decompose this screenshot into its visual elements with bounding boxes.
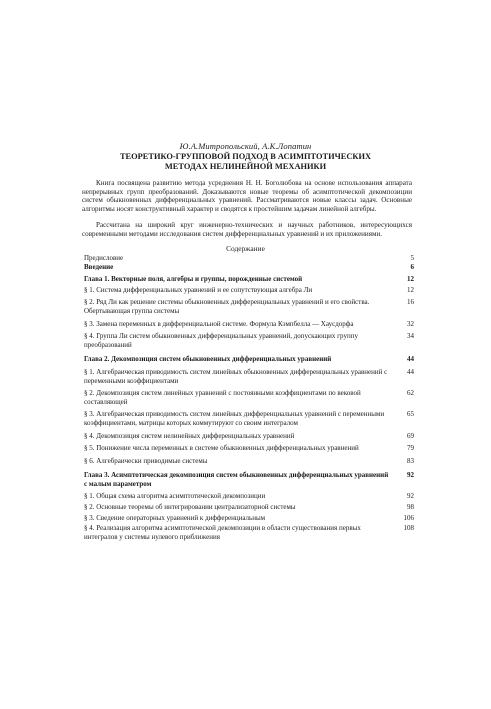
toc-entry-page: 44: [407, 355, 414, 364]
toc-entry-page: 92: [407, 471, 414, 480]
toc-entry-title: § 1. Общая схема алгоритма асимптотической декомпозиции: [84, 492, 266, 501]
toc-entry-title: § 6. Алгебраически приводимые системы: [84, 456, 208, 465]
toc-row: [84, 492, 414, 501]
toc-entry-page: 83: [407, 456, 414, 465]
toc-row: [84, 254, 414, 263]
toc-entry-page: 5: [410, 254, 414, 262]
toc-entry-page: 98: [407, 503, 414, 512]
toc-entry-title: Предисловие: [84, 254, 124, 262]
toc-row: [84, 503, 414, 512]
toc-entry-title: § 4. Декомпозиция систем нелинейных дифференциальных уравнений: [84, 431, 295, 440]
title-line: МЕТОДАХ НЕЛИНЕЙНОЙ МЕХАНИКИ: [164, 161, 327, 171]
toc-row: [84, 286, 414, 295]
toc-entry-title: § 4. Реализация алгоритма асимптотической декомпозиции в области существования первых интегралов у системы нулевого приближения: [84, 524, 361, 541]
toc-row: [84, 298, 414, 315]
book-title: [100, 152, 391, 171]
toc-chapter-row: [84, 275, 414, 284]
toc-entry-page: 34: [407, 332, 414, 341]
toc-row: [84, 389, 414, 406]
audience-paragraph: [82, 221, 412, 238]
title-line: ТЕОРЕТИКО-ГРУППОВОЙ ПОДХОД В АСИМПТОТИЧЕСКИХ: [119, 152, 372, 161]
toc-entry-title: § 1. Система дифференциальных уравнений и ее сопутствующая алгебра Ли: [84, 285, 313, 294]
toc-entry-page: 6: [410, 262, 414, 271]
audience-text: Рассчитана на широкий круг инженерно-технических и научных работников, интересующихся современными методами исследования систем дифференциальных уравнений и их приложениями.: [82, 221, 412, 238]
toc-entry-title: Глава 2. Декомпозиция систем обыкновенных дифференциальных уравнений: [84, 355, 332, 364]
toc-entry-page: 16: [407, 298, 414, 307]
toc-entry-page: 44: [407, 367, 414, 376]
toc-row: [84, 320, 414, 329]
toc-entry-title: § 1. Алгебраическая приводимость систем линейных обыкновенных дифференциальных уравнений с переменными коэффициентами: [84, 367, 388, 385]
toc-heading: Содержание: [226, 244, 265, 253]
toc-row: [84, 432, 414, 441]
abstract-paragraph: [82, 179, 412, 213]
toc-entry-page: 108: [403, 524, 414, 533]
toc-entry-page: 65: [407, 410, 414, 419]
toc-row: [84, 524, 414, 541]
toc-row: [84, 332, 414, 349]
toc-entry-title: § 3. Сведение операторных уравнений к дифференциальным: [84, 513, 266, 522]
toc-row: [84, 410, 414, 427]
authors: Ю.А.Митропольский, А.К.Лопатин: [179, 141, 312, 151]
toc-entry-page: 32: [407, 319, 414, 328]
toc-chapter-row: [84, 471, 414, 488]
toc-row: [84, 514, 414, 523]
toc-entry-page: 12: [407, 285, 414, 294]
table-of-contents: [84, 254, 414, 541]
toc-entry-page: 79: [407, 444, 414, 453]
toc-entry-page: 92: [407, 492, 414, 501]
toc-entry-title: Введение: [84, 262, 114, 271]
toc-chapter-row: [84, 263, 414, 272]
toc-entry-title: § 3. Алгебраическая приводимость систем линейных дифференциальных уравнений с переменными коэффициентами, матрицы которых коммутируют со своим интегралом: [84, 410, 385, 427]
toc-row: [84, 444, 414, 453]
toc-entry-title: Глава 3. Асимптотическая декомпозиция систем обыкновенных дифференциальных уравнений с малым параметром: [84, 471, 389, 488]
toc-entry-page: 62: [407, 389, 414, 398]
toc-entry-title: § 2. Декомпозиция систем линейных уравнений с постоянными коэффициентами по вековой составляющей: [84, 389, 361, 406]
toc-entry-page: 69: [407, 431, 414, 440]
toc-entry-title: § 5. Понижение числа переменных в системе обыкновенных дифференциальных уравнений: [84, 444, 359, 453]
toc-entry-page: 12: [407, 275, 414, 284]
toc-row: [84, 457, 414, 466]
toc-entry-title: § 3. Замена переменных в дифференциальной системе. Формула Кэмпбелла — Хаусдорфа: [84, 319, 354, 328]
toc-entry-title: § 2. Ряд Ли как решение системы обыкновенных дифференциальных уравнений и его свойства. Обертывающая группа системы: [84, 298, 370, 315]
abstract-text: Книга посвящена развитию метода усреднения Н. Н. Боголюбова на основе использования аппарата непрерывных групп преобразований. Доказываются новые теоремы об асимптотической декомпозиции систем обыкновенных дифференциальных уравнений. Рассматриваются новые классы задач. Основные алгоритмы носят конструктивный характер и сводятся к простейшим задачам линейной алгебры.: [82, 179, 412, 213]
toc-entry-title: § 4. Группа Ли систем обыкновенных дифференциальных уравнений, допускающих группу преобразований: [84, 332, 358, 349]
toc-chapter-row: [84, 355, 414, 364]
toc-entry-title: § 2. Основные теоремы об интегрировании централизаторной системы: [84, 503, 296, 512]
toc-row: [84, 368, 414, 385]
toc-entry-page: 106: [403, 513, 414, 522]
toc-entry-title: Глава 1. Векторные поля, алгебры и группы, порожденные системой: [84, 275, 303, 284]
